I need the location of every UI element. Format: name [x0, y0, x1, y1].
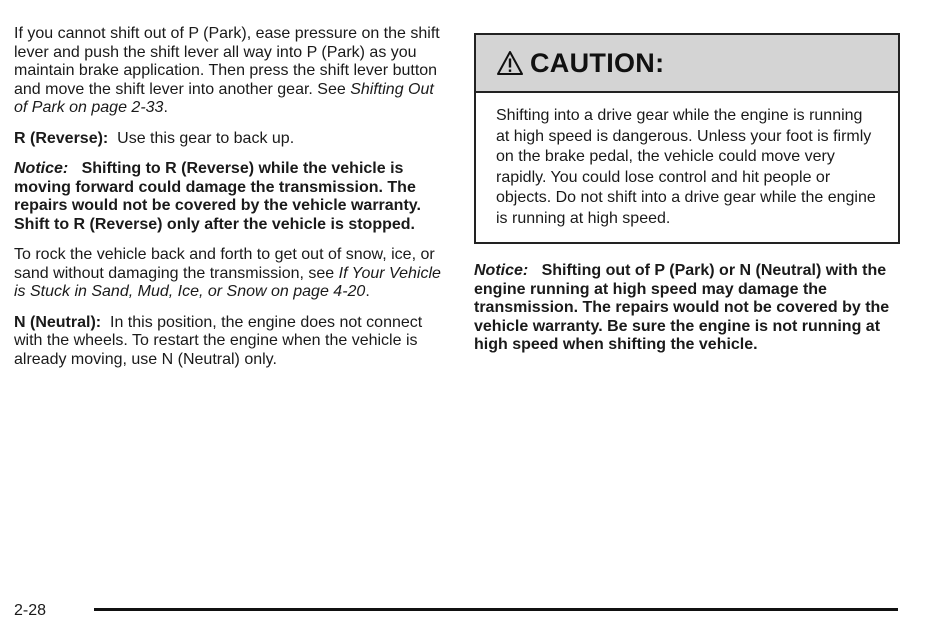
notice-label: Notice: [14, 160, 69, 177]
warning-triangle-icon [496, 50, 524, 76]
footer-rule [94, 608, 898, 611]
reverse-paragraph [14, 130, 444, 149]
page-number: 2-28 [14, 602, 47, 619]
reverse-label: R (Reverse): [14, 129, 109, 147]
neutral-label: N (Neutral): [14, 313, 102, 331]
notice-text: Shifting to R (Reverse) while the vehicle is moving forward could damage the transmission. The repairs would not be covered by the vehicle warranty. Shift to R (Reverse) only after the vehicle is stopped. [14, 160, 421, 233]
caution-title: CAUTION: [530, 47, 665, 78]
right-column [474, 262, 904, 355]
reverse-text: Use this gear to back up. [117, 129, 295, 147]
notice-label: Notice: [474, 262, 529, 279]
caution-box [474, 33, 900, 244]
rock-vehicle-text: To rock the vehicle back and forth to get out of snow, ice, or sand without damaging the transmission, see [14, 246, 435, 282]
stuck-vehicle-reference: If Your Vehicle is Stuck in Sand, Mud, Ice, or Snow on page 4-20 [14, 264, 441, 300]
reverse-notice [14, 160, 444, 234]
neutral-paragraph [14, 314, 444, 370]
neutral-text: In this position, the engine does not connect with the wheels. To restart the engine when the vehicle is already moving, use N (Neutral) only. [14, 313, 423, 368]
left-column [14, 25, 444, 381]
park-shift-text: If you cannot shift out of P (Park), ease pressure on the shift lever and push the shift lever all way into P (Park) as you maintain brake application. Then press the shift lever button and move the shift lever into another gear. See [14, 25, 440, 98]
rock-vehicle-paragraph: To rock the vehicle back and forth to get out of snow, ice, or sand without damaging the transmission, see If Your Vehicle is Stuck in Sand, Mud, Ice, or Snow on page 4-20. [14, 246, 441, 300]
park-neutral-notice [474, 262, 904, 355]
park-shift-reference: Shifting Out of Park on page 2-33 [14, 80, 434, 116]
caution-header [476, 35, 898, 93]
caution-body: Shifting into a drive gear while the engine is running at high speed is dangerous. Unless your foot is firmly on the brake pedal, the vehicle could move very rapidly. You could lose control and hit people or objects. Do not shift into a drive gear while the engine is running at high speed. [496, 107, 876, 227]
notice-text: Shifting out of P (Park) or N (Neutral) with the engine running at high speed may damage the transmission. The repairs would not be covered by the vehicle warranty. Be sure the engine is not running at high speed when shifting the vehicle. [474, 262, 890, 353]
park-shift-paragraph: If you cannot shift out of P (Park), ease pressure on the shift lever and push the shift lever all way into P (Park) as you maintain brake application. Then press the shift lever button and move the shift lever into another gear. See Shifting Out of Park on page 2-33. [14, 25, 440, 116]
